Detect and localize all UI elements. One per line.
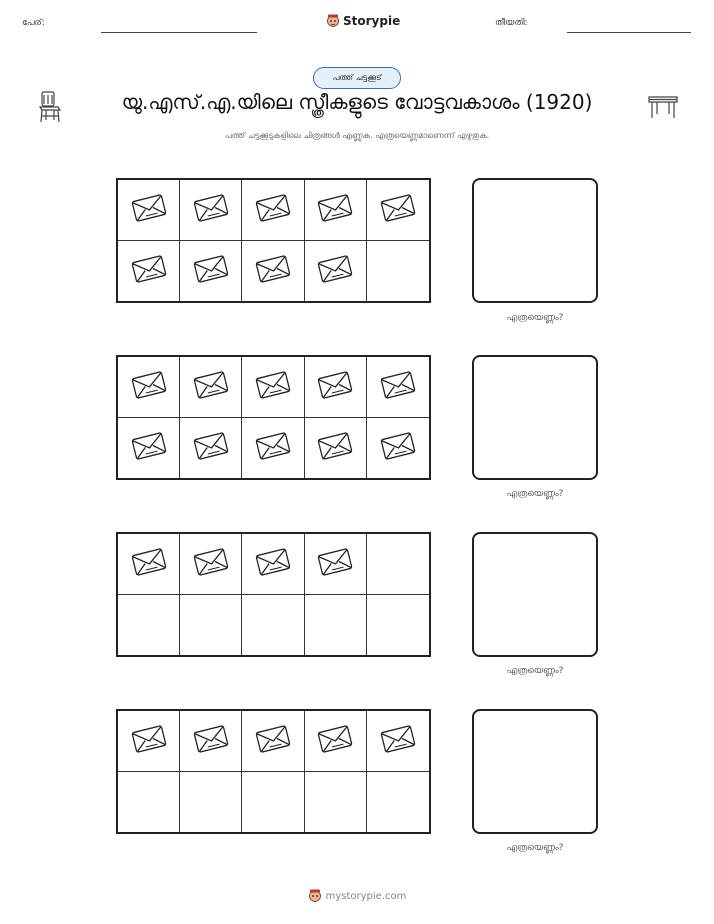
footer-url: mystorypie.com [325, 890, 407, 902]
storypie-mascot-icon [326, 13, 340, 29]
envelope-icon [130, 544, 168, 584]
footer [0, 888, 714, 904]
frame-cell [367, 772, 429, 833]
frame-cell [118, 772, 180, 833]
question-label-4: എത്രയെണ്ണം? [506, 843, 564, 853]
answer-box-1[interactable] [472, 178, 598, 303]
answer-box-4[interactable] [472, 709, 598, 834]
envelope-icon [254, 721, 292, 761]
ten-frame-2 [116, 355, 431, 480]
envelope-icon [379, 190, 417, 230]
envelope-icon [316, 190, 354, 230]
date-label: തീയതി: [495, 18, 528, 28]
name-label: പേര്: [22, 18, 45, 28]
frame-cell [180, 772, 242, 833]
frame-cell [367, 595, 429, 656]
date-field[interactable] [567, 32, 691, 33]
envelope-icon [192, 428, 230, 468]
instructions: പത്ത് ചട്ടക്കൂടുകളിലെ ചിത്രങ്ങൾ എണ്ണുക. എത്രയെണ്ണമാണെന്ന് എഴുതുക. [224, 131, 490, 140]
frame-cell [305, 418, 367, 479]
frame-cell [242, 241, 304, 302]
envelope-icon [254, 428, 292, 468]
frame-cell [367, 711, 429, 772]
ten-frame-1 [116, 178, 431, 303]
frame-cell [242, 180, 304, 241]
envelope-icon [192, 544, 230, 584]
worksheet-type-badge: പത്ത് ചട്ടക്കൂട് [313, 67, 401, 89]
frame-cell [242, 357, 304, 418]
frame-cell [180, 711, 242, 772]
frame-cell [305, 241, 367, 302]
frame-cell [118, 241, 180, 302]
question-label-1: എത്രയെണ്ണം? [506, 313, 564, 323]
question-label-3: എത്രയെണ്ണം? [506, 666, 564, 676]
envelope-icon [254, 251, 292, 291]
envelope-icon [379, 721, 417, 761]
envelope-icon [192, 251, 230, 291]
frame-cell [180, 180, 242, 241]
frame-cell [242, 418, 304, 479]
frame-cell [305, 180, 367, 241]
frame-cell [242, 534, 304, 595]
frame-cell [180, 241, 242, 302]
envelope-icon [130, 367, 168, 407]
frame-cell [367, 534, 429, 595]
envelope-icon [130, 721, 168, 761]
envelope-icon [254, 367, 292, 407]
envelope-icon [192, 721, 230, 761]
envelope-icon [254, 544, 292, 584]
chair-icon [36, 90, 64, 124]
envelope-icon [379, 367, 417, 407]
envelope-icon [130, 251, 168, 291]
answer-box-2[interactable] [472, 355, 598, 480]
envelope-icon [130, 190, 168, 230]
frame-cell [242, 711, 304, 772]
frame-cell [180, 357, 242, 418]
frame-cell [242, 595, 304, 656]
ten-frame-4 [116, 709, 431, 834]
envelope-icon [192, 190, 230, 230]
question-label-2: എത്രയെണ്ണം? [506, 489, 564, 499]
frame-cell [118, 595, 180, 656]
envelope-icon [316, 544, 354, 584]
frame-cell [305, 711, 367, 772]
frame-cell [180, 534, 242, 595]
frame-cell [305, 357, 367, 418]
envelope-icon [316, 367, 354, 407]
envelope-icon [316, 721, 354, 761]
name-field[interactable] [101, 32, 257, 33]
envelope-icon [316, 428, 354, 468]
frame-cell [118, 357, 180, 418]
brand-name: Storypie [343, 14, 401, 28]
envelope-icon [379, 428, 417, 468]
frame-cell [118, 534, 180, 595]
envelope-icon [130, 428, 168, 468]
frame-cell [180, 418, 242, 479]
ten-frame-3 [116, 532, 431, 657]
envelope-icon [192, 367, 230, 407]
frame-cell [118, 180, 180, 241]
frame-cell [118, 711, 180, 772]
frame-cell [367, 241, 429, 302]
envelope-icon [254, 190, 292, 230]
brand-logo [326, 13, 400, 29]
page-title: യു.എസ്.എ.യിലെ സ്ത്രീകളുടെ വോട്ടവകാശം (1920) [121, 90, 593, 114]
storypie-mascot-icon [308, 888, 322, 904]
frame-cell [180, 595, 242, 656]
frame-cell [242, 772, 304, 833]
frame-cell [367, 180, 429, 241]
envelope-icon [316, 251, 354, 291]
frame-cell [305, 772, 367, 833]
answer-box-3[interactable] [472, 532, 598, 657]
frame-cell [305, 595, 367, 656]
frame-cell [367, 418, 429, 479]
frame-cell [305, 534, 367, 595]
frame-cell [118, 418, 180, 479]
frame-cell [367, 357, 429, 418]
table-icon [646, 92, 680, 120]
